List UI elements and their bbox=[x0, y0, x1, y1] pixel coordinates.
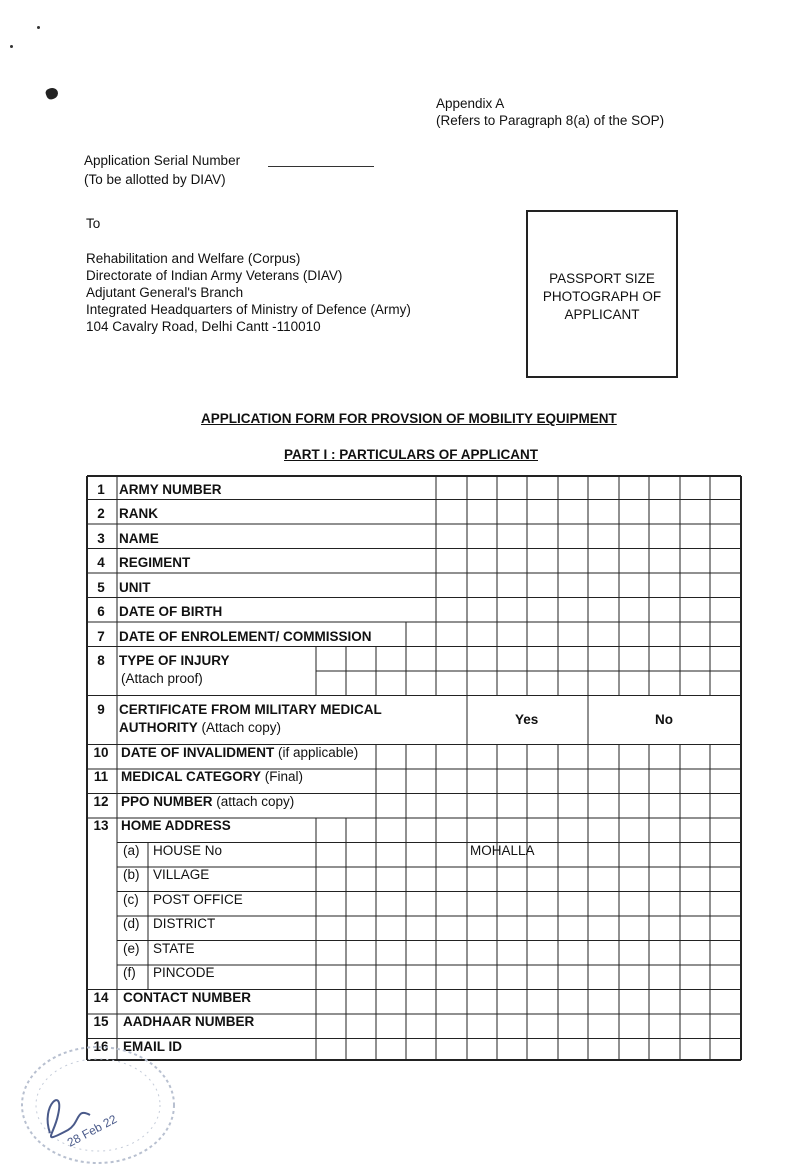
aadhaar-label: AADHAAR NUMBER bbox=[123, 1014, 255, 1029]
mohalla-label: MOHALLA bbox=[470, 843, 535, 858]
name-label: NAME bbox=[119, 531, 159, 546]
row-number: 13 bbox=[93, 818, 109, 833]
appendix-label: Appendix A bbox=[436, 96, 505, 111]
particulars-table bbox=[86, 475, 742, 1061]
address-line: Directorate of Indian Army Veterans (DIAV) bbox=[86, 268, 343, 283]
home-address-label: HOME ADDRESS bbox=[121, 818, 231, 833]
to-label: To bbox=[86, 216, 101, 231]
regiment-label: REGIMENT bbox=[119, 555, 191, 570]
office-stamp bbox=[10, 1035, 183, 1165]
serial-blank-line[interactable] bbox=[268, 166, 374, 167]
row-number: 15 bbox=[93, 1014, 109, 1029]
village-label: VILLAGE bbox=[153, 867, 210, 882]
row-number: 16 bbox=[93, 1039, 109, 1054]
row-number: 4 bbox=[97, 555, 105, 570]
row-number: 12 bbox=[93, 794, 109, 809]
ppo-label: PPO NUMBER (attach copy) bbox=[121, 794, 295, 809]
district-label: DISTRICT bbox=[153, 916, 216, 931]
photo-box-text: PASSPORT SIZE PHOTOGRAPH OF APPLICANT bbox=[542, 271, 662, 322]
sub-letter: (e) bbox=[123, 941, 140, 956]
serial-note: (To be allotted by DIAV) bbox=[84, 172, 226, 187]
row-number: 6 bbox=[97, 604, 105, 619]
certificate-label: CERTIFICATE FROM MILITARY MEDICAL bbox=[119, 702, 382, 717]
serial-label: Application Serial Number bbox=[84, 153, 241, 168]
speck bbox=[10, 45, 13, 48]
contact-number-label: CONTACT NUMBER bbox=[123, 990, 251, 1005]
invalidment-label: DATE OF INVALIDMENT (if applicable) bbox=[121, 745, 359, 760]
signature-date: 28 Feb 22 bbox=[64, 1111, 120, 1150]
row-number: 11 bbox=[93, 769, 109, 784]
sub-letter: (f) bbox=[123, 965, 136, 980]
part-title: PART I : PARTICULARS OF APPLICANT bbox=[284, 447, 538, 462]
form-title: APPLICATION FORM FOR PROVSION OF MOBILITY EQUIPMENT bbox=[201, 411, 617, 426]
rank-label: RANK bbox=[119, 506, 158, 521]
enrolement-label: DATE OF ENROLEMENT/ COMMISSION bbox=[119, 629, 372, 644]
row-number: 5 bbox=[97, 580, 105, 595]
passport-photo-box[interactable] bbox=[526, 210, 678, 378]
sub-letter: (c) bbox=[123, 892, 139, 907]
house-no-label: HOUSE No bbox=[153, 843, 223, 858]
row-number: 2 bbox=[97, 506, 105, 521]
row-number: 14 bbox=[93, 990, 109, 1005]
state-label: STATE bbox=[153, 941, 195, 956]
army-number-label: ARMY NUMBER bbox=[119, 482, 222, 497]
certificate-label-2: AUTHORITY (Attach copy) bbox=[119, 720, 282, 735]
address-line: 104 Cavalry Road, Delhi Cantt -110010 bbox=[86, 319, 321, 334]
pincode-label: PINCODE bbox=[153, 965, 215, 980]
unit-label: UNIT bbox=[119, 580, 151, 595]
no-option[interactable]: No bbox=[655, 712, 673, 727]
sub-letter: (d) bbox=[123, 916, 140, 931]
injury-label: TYPE OF INJURY bbox=[119, 653, 230, 668]
stamp-ring bbox=[22, 1047, 174, 1163]
row-number: 9 bbox=[97, 702, 105, 717]
dob-label: DATE OF BIRTH bbox=[119, 604, 223, 619]
speck bbox=[37, 26, 40, 29]
ink-blot bbox=[44, 86, 59, 100]
row-number: 8 bbox=[97, 653, 105, 668]
email-label: EMAIL ID bbox=[123, 1039, 183, 1054]
address-line: Rehabilitation and Welfare (Corpus) bbox=[86, 251, 301, 266]
row-number: 3 bbox=[97, 531, 105, 546]
sub-letter: (b) bbox=[123, 867, 140, 882]
address-line: Adjutant General's Branch bbox=[86, 285, 244, 300]
medical-category-label: MEDICAL CATEGORY (Final) bbox=[121, 769, 304, 784]
row-number: 7 bbox=[97, 629, 105, 644]
row-number: 1 bbox=[97, 482, 105, 497]
injury-note: (Attach proof) bbox=[121, 671, 203, 686]
refers-label: (Refers to Paragraph 8(a) of the SOP) bbox=[436, 113, 665, 128]
sub-letter: (a) bbox=[123, 843, 140, 858]
yes-option[interactable]: Yes bbox=[515, 712, 539, 727]
post-office-label: POST OFFICE bbox=[153, 892, 243, 907]
address-line: Integrated Headquarters of Ministry of Defence (Army) bbox=[86, 302, 411, 317]
row-number: 10 bbox=[93, 745, 109, 760]
